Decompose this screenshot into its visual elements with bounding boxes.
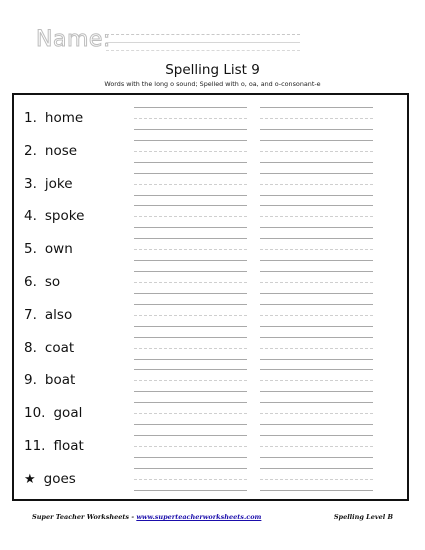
word-row [14, 431, 407, 464]
guide-line-top [134, 435, 247, 436]
guide-line-mid [134, 184, 247, 185]
writing-lines-2[interactable] [260, 435, 373, 459]
guide-line-top [134, 468, 247, 469]
guide-line-bot [134, 162, 247, 163]
word-row [14, 169, 407, 202]
name-guide-top [106, 34, 300, 35]
word-text: own [44, 241, 73, 258]
word-text: coat [44, 339, 75, 356]
guide-line-mid [134, 315, 247, 316]
name-guide-bottom [106, 50, 300, 51]
writing-lines-1[interactable] [134, 304, 247, 328]
writing-lines-1[interactable] [134, 173, 247, 197]
spelling-word [24, 339, 74, 357]
guide-line-bot [260, 162, 373, 163]
footer-link[interactable]: www.superteacherworksheets.com [136, 513, 262, 521]
guide-line-top [260, 369, 373, 370]
guide-line-bot [134, 326, 247, 327]
word-number: 1. [24, 110, 37, 126]
word-number: 6. [24, 273, 37, 290]
spelling-word [24, 437, 84, 455]
word-text: float [53, 437, 84, 454]
star-icon: ★ [24, 471, 36, 487]
guide-line-mid [260, 446, 373, 447]
word-row [14, 365, 407, 398]
guide-line-top [260, 205, 373, 206]
guide-line-top [260, 107, 373, 108]
guide-line-bot [134, 391, 247, 392]
name-field[interactable] [36, 26, 300, 56]
spelling-word [24, 404, 82, 422]
guide-line-mid [134, 216, 247, 217]
word-text: boat [44, 372, 76, 389]
name-guide-mid [106, 42, 300, 43]
guide-line-mid [134, 479, 247, 480]
spelling-word [24, 371, 75, 389]
word-row [14, 267, 407, 300]
guide-line-top [134, 238, 247, 239]
writing-lines-1[interactable] [134, 337, 247, 361]
guide-line-bot [260, 391, 373, 392]
guide-line-mid [134, 249, 247, 250]
writing-lines-2[interactable] [260, 107, 373, 131]
writing-lines-1[interactable] [134, 402, 247, 426]
word-text: also [44, 306, 73, 323]
word-text: joke [44, 175, 73, 192]
guide-line-mid [260, 348, 373, 349]
writing-lines-2[interactable] [260, 304, 373, 328]
guide-line-mid [260, 479, 373, 480]
writing-lines-1[interactable] [134, 271, 247, 295]
writing-lines-2[interactable] [260, 238, 373, 262]
guide-line-bot [134, 359, 247, 360]
footer-brand: Super Teacher Worksheets - [32, 513, 137, 521]
guide-line-mid [134, 348, 247, 349]
spelling-word [24, 240, 73, 258]
guide-line-mid [260, 151, 373, 152]
guide-line-bot [260, 227, 373, 228]
guide-line-mid [134, 380, 247, 381]
word-text: home [44, 110, 84, 126]
guide-line-top [260, 238, 373, 239]
spelling-word [24, 207, 84, 225]
guide-line-top [260, 435, 373, 436]
guide-line-top [134, 140, 247, 141]
word-number: 10. [24, 405, 46, 422]
guide-line-mid [260, 118, 373, 119]
guide-line-bot [134, 457, 247, 458]
guide-line-mid [260, 216, 373, 217]
guide-line-mid [134, 282, 247, 283]
guide-line-top [134, 173, 247, 174]
guide-line-top [134, 402, 247, 403]
footer-level: Spelling Level B [333, 513, 393, 521]
guide-line-top [134, 107, 247, 108]
guide-line-top [260, 402, 373, 403]
guide-line-top [260, 468, 373, 469]
guide-line-bot [134, 293, 247, 294]
word-number: 11. [24, 437, 46, 454]
word-row [14, 300, 407, 333]
spelling-word [24, 306, 72, 324]
guide-line-mid [134, 446, 247, 447]
guide-line-top [134, 337, 247, 338]
writing-lines-1[interactable] [134, 369, 247, 393]
writing-lines-2[interactable] [260, 205, 373, 229]
guide-line-mid [260, 380, 373, 381]
guide-line-bot [134, 195, 247, 196]
writing-lines-1[interactable] [134, 238, 247, 262]
word-row [14, 333, 407, 366]
guide-line-mid [134, 118, 247, 119]
spelling-word [24, 109, 83, 127]
word-row [14, 398, 407, 431]
word-row [14, 136, 407, 169]
footer-credit [32, 513, 261, 521]
guide-line-top [260, 173, 373, 174]
word-row [14, 464, 407, 497]
writing-lines-2[interactable] [260, 369, 373, 393]
guide-line-bot [134, 129, 247, 130]
writing-lines-2[interactable] [260, 337, 373, 361]
word-row [14, 201, 407, 234]
footer [32, 513, 393, 525]
word-text: goal [53, 405, 83, 422]
page-subtitle: Words with the long o sound; Spelled with o, oa, and o-consonant-e [104, 80, 321, 88]
writing-lines-1[interactable] [134, 468, 247, 492]
name-label: Name: [36, 27, 111, 52]
word-text: nose [44, 142, 78, 159]
word-number: 4. [24, 208, 37, 225]
guide-line-mid [134, 151, 247, 152]
word-number: 9. [24, 372, 37, 389]
writing-lines-2[interactable] [260, 468, 373, 492]
guide-line-top [260, 337, 373, 338]
word-number: 5. [24, 241, 37, 258]
writing-lines-1[interactable] [134, 435, 247, 459]
guide-line-bot [260, 490, 373, 491]
word-number: 2. [24, 142, 37, 159]
guide-line-top [134, 369, 247, 370]
guide-line-bot [260, 326, 373, 327]
guide-line-bot [260, 129, 373, 130]
writing-lines-1[interactable] [134, 140, 247, 164]
word-number: 3. [24, 175, 37, 192]
guide-line-top [260, 304, 373, 305]
word-row [14, 234, 407, 267]
writing-lines-2[interactable] [260, 173, 373, 197]
guide-line-bot [134, 424, 247, 425]
guide-line-bot [134, 227, 247, 228]
word-text: goes [43, 470, 76, 487]
guide-line-bot [260, 195, 373, 196]
guide-line-bot [260, 457, 373, 458]
spelling-word [24, 273, 60, 291]
guide-line-mid [260, 315, 373, 316]
guide-line-bot [134, 490, 247, 491]
word-text: spoke [44, 208, 85, 225]
word-rows [14, 103, 407, 497]
guide-line-mid [134, 413, 247, 414]
writing-lines-1[interactable] [134, 107, 247, 131]
guide-line-top [260, 271, 373, 272]
page-title: Spelling List 9 [165, 62, 260, 78]
word-row [14, 103, 407, 136]
spelling-word [24, 175, 73, 193]
guide-line-bot [260, 359, 373, 360]
guide-line-mid [260, 249, 373, 250]
guide-line-top [134, 205, 247, 206]
word-text: so [44, 273, 61, 290]
writing-lines-1[interactable] [134, 205, 247, 229]
guide-line-top [134, 304, 247, 305]
guide-line-top [260, 140, 373, 141]
writing-lines-2[interactable] [260, 271, 373, 295]
writing-lines-2[interactable] [260, 140, 373, 164]
guide-line-bot [260, 424, 373, 425]
guide-line-mid [260, 282, 373, 283]
guide-line-bot [260, 260, 373, 261]
guide-line-mid [260, 184, 373, 185]
guide-line-bot [260, 293, 373, 294]
spelling-list-frame [12, 93, 409, 501]
word-number: 7. [24, 306, 37, 323]
writing-lines-2[interactable] [260, 402, 373, 426]
spelling-word [24, 470, 76, 489]
guide-line-top [134, 271, 247, 272]
word-number: 8. [24, 339, 37, 356]
spelling-word [24, 142, 77, 160]
guide-line-bot [134, 260, 247, 261]
guide-line-mid [260, 413, 373, 414]
